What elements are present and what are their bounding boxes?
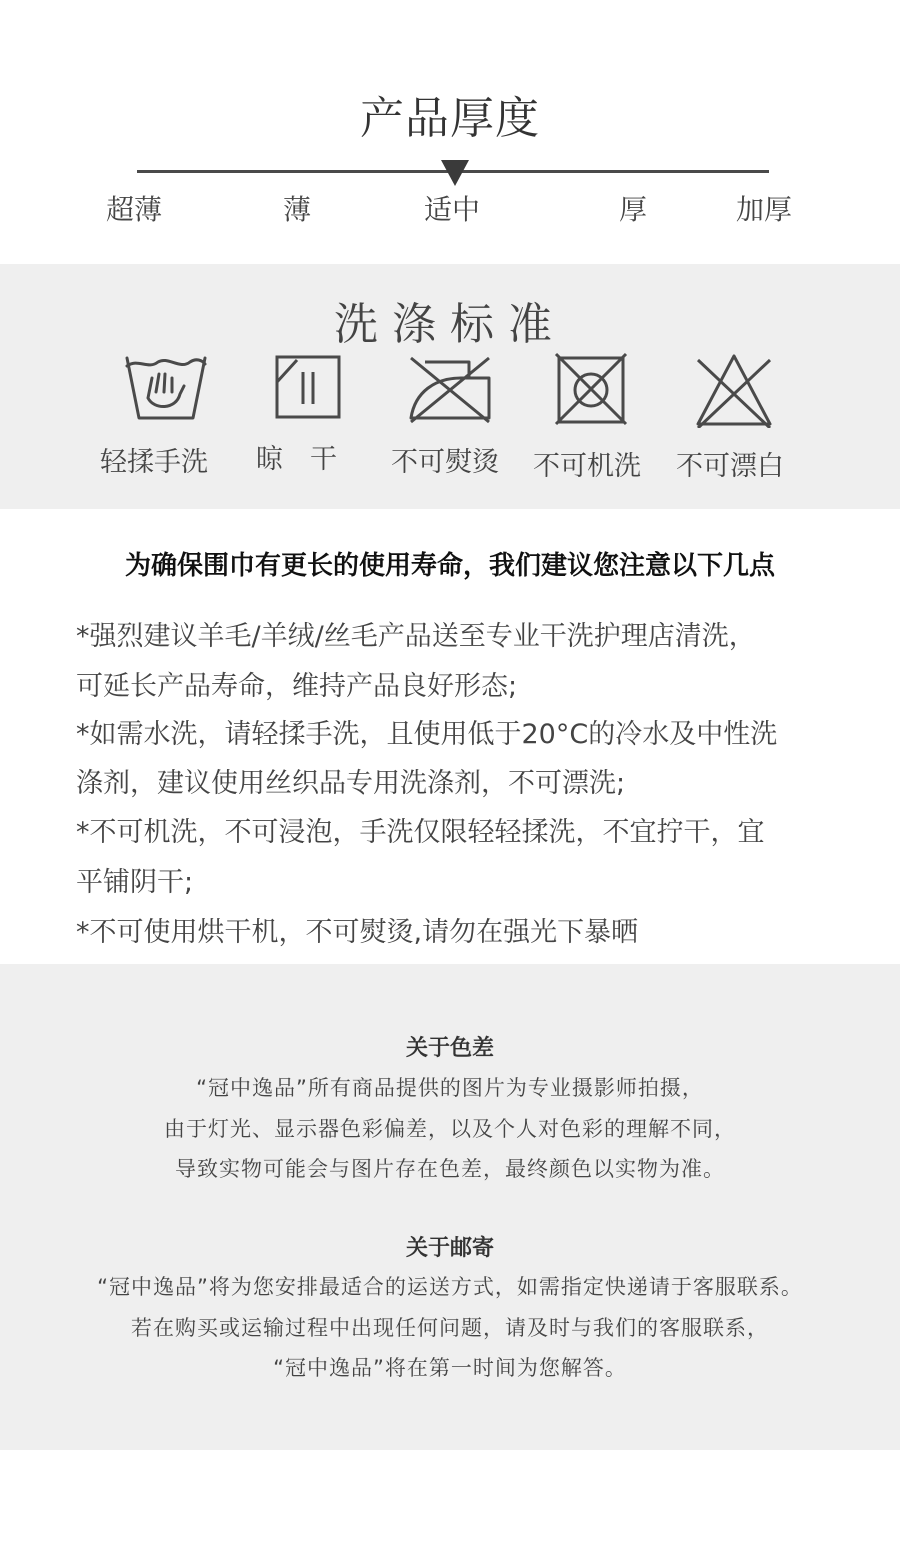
no-machine-wash-icon: [554, 352, 628, 426]
shipping-note-line: 若在购买或运输过程中出现任何问题，请及时与我们的客服联系，: [131, 1316, 769, 1340]
care-line: 平铺阴干;: [76, 867, 194, 898]
care-line: *如需水洗，请轻揉手洗，且使用低于20°C的冷水及中性洗: [76, 719, 778, 750]
care-line: 涤剂，建议使用丝织品专用洗涤剂，不可漂洗;: [76, 768, 626, 799]
care-line: *不可机洗，不可浸泡，手洗仅限轻轻揉洗，不宜拧干，宜: [76, 817, 765, 848]
label-no-machine-wash: 不可机洗: [533, 451, 641, 482]
care-line: 可延长产品寿命，维持产品良好形态;: [76, 671, 518, 702]
shipping-note-line: “冠中逸品”将为您安排最适合的运送方式，如需指定快递请于客服联系。: [97, 1275, 803, 1299]
thickness-label-medium: 适中: [424, 193, 481, 226]
shipping-note-line: “冠中逸品”将在第一时间为您解答。: [273, 1356, 627, 1380]
color-note-line: “冠中逸品”所有商品提供的图片为专业摄影师拍摄，: [196, 1076, 704, 1100]
label-no-iron: 不可熨烫: [391, 447, 499, 478]
shipping-note-heading: 关于邮寄: [405, 1236, 494, 1261]
label-hand-wash: 轻揉手洗: [100, 447, 208, 478]
thickness-label-ultra-thin: 超薄: [106, 193, 163, 226]
thickness-marker-icon: [441, 160, 469, 186]
no-bleach-icon: [694, 352, 774, 428]
thickness-label-extra-thick: 加厚: [736, 193, 793, 226]
thickness-label-thick: 厚: [619, 193, 648, 226]
label-dry-flat: 晾 干: [256, 444, 337, 475]
hand-wash-icon: [124, 352, 208, 424]
color-note-heading: 关于色差: [405, 1036, 494, 1061]
care-heading: 为确保围巾有更长的使用寿命，我们建议您注意以下几点: [124, 551, 775, 581]
care-line: *不可使用烘干机，不可熨烫,请勿在强光下暴晒: [76, 917, 639, 948]
color-note-line: 由于灯光、显示器色彩偏差，以及个人对色彩的理解不同，: [164, 1117, 736, 1141]
care-line: *强烈建议羊毛/羊绒/丝毛产品送至专业干洗护理店清洗，: [76, 621, 756, 652]
washing-title: 洗涤标准: [334, 299, 566, 350]
label-no-bleach: 不可漂白: [676, 451, 784, 482]
color-note-line: 导致实物可能会与图片存在色差，最终颜色以实物为准。: [175, 1157, 725, 1181]
dry-flat-icon: [275, 352, 341, 420]
thickness-title: 产品厚度: [360, 93, 540, 144]
thickness-label-thin: 薄: [283, 193, 312, 226]
no-iron-icon: [405, 352, 493, 424]
